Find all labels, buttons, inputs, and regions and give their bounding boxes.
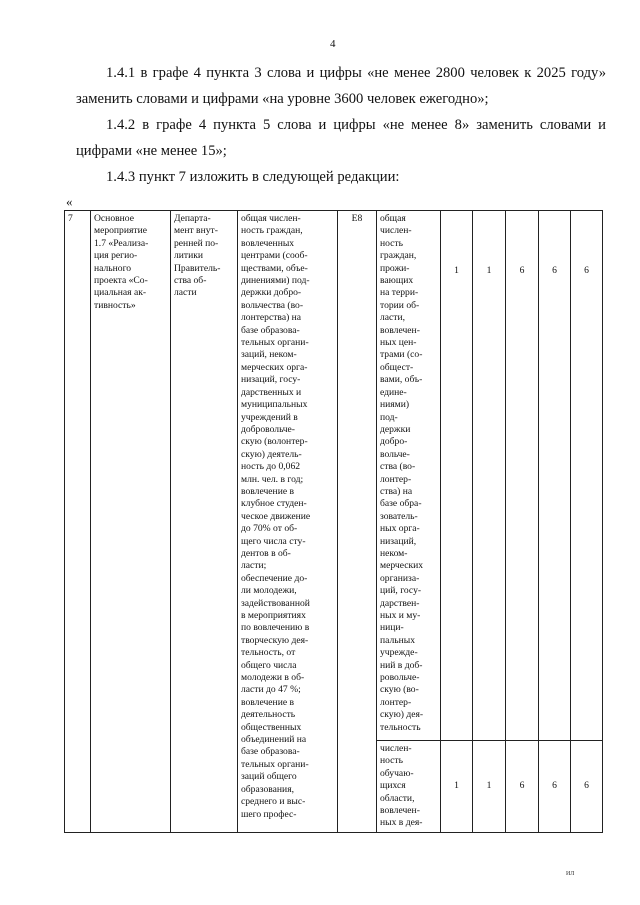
cell-line: 1.7 «Реализа- bbox=[94, 237, 149, 249]
cell-line: ность граждан, bbox=[241, 225, 303, 237]
cell-line: в мероприятиях bbox=[241, 610, 306, 621]
cell-line: ласти; bbox=[241, 560, 267, 572]
value-cell: 6 bbox=[571, 211, 603, 741]
cell-line: нального bbox=[94, 262, 132, 274]
cell-line: дентов в об- bbox=[241, 547, 291, 559]
cell-line: пальных bbox=[380, 634, 416, 646]
cell-line: ства об- bbox=[174, 275, 207, 287]
cell-line: ных орга- bbox=[380, 523, 420, 535]
cell-line: числен- bbox=[380, 743, 412, 754]
cell-line: ласти, bbox=[380, 312, 406, 324]
indicator-cell-1 bbox=[377, 211, 441, 741]
cell-line: до 70% от об- bbox=[241, 523, 298, 535]
cell-line: обеспечение до- bbox=[241, 572, 308, 584]
value-cell: 6 bbox=[571, 741, 603, 833]
cell-line: вовлечен- bbox=[380, 324, 420, 336]
cell-line: ний в доб- bbox=[380, 659, 423, 671]
program-table bbox=[64, 210, 603, 833]
cell-line: ровольче- bbox=[380, 672, 420, 684]
cell-line: ных в дея- bbox=[380, 817, 423, 829]
cell-line: числен- bbox=[380, 225, 412, 237]
cell-line: вовлечение в bbox=[241, 696, 295, 708]
value-cell: 1 bbox=[473, 741, 506, 833]
cell-line: проекта «Со- bbox=[94, 275, 148, 287]
cell-line: Департа- bbox=[174, 213, 211, 224]
cell-line: базе образова- bbox=[241, 746, 300, 758]
cell-line: щего числа сту- bbox=[241, 535, 306, 547]
cell-line: организа- bbox=[380, 572, 420, 584]
cell-line: образования, bbox=[241, 783, 295, 795]
cell-line: центрами (сооб- bbox=[241, 250, 308, 262]
cell-line: держки добро- bbox=[241, 287, 302, 299]
cell-line: мерческих орга- bbox=[241, 361, 308, 373]
cell-line: ность bbox=[380, 237, 403, 249]
cell-line: динениями) под- bbox=[241, 275, 310, 287]
cell-line: низаций, госу- bbox=[241, 374, 301, 386]
executor-cell bbox=[171, 211, 238, 833]
cell-line: скую (во- bbox=[380, 684, 419, 696]
cell-line: добровольче- bbox=[241, 423, 295, 435]
cell-line: мент внут- bbox=[174, 225, 218, 237]
cell-line: мерческих bbox=[380, 560, 424, 572]
cell-line: задействованной bbox=[241, 597, 310, 609]
cell-line: Правитель- bbox=[174, 262, 221, 274]
cell-line: низаций, bbox=[380, 535, 417, 547]
cell-line: ческое движение bbox=[241, 510, 311, 522]
value-cell: 6 bbox=[539, 211, 571, 741]
cell-line: ласти bbox=[174, 287, 197, 299]
cell-line: ных цен- bbox=[380, 337, 417, 349]
page-number: 4 bbox=[330, 38, 336, 50]
paragraph-1-4-1: 1.4.1 в графе 4 пункта 3 слова и цифры «не менее 2800 человек к 2025 году» заменить словами и цифрами «на уровне 3600 человек ежегодно»; bbox=[76, 65, 606, 107]
value-cell: 6 bbox=[506, 741, 539, 833]
cell-line: тельность bbox=[380, 721, 421, 733]
cell-line: заций, неком- bbox=[241, 349, 297, 361]
cell-line: щихся bbox=[380, 780, 406, 792]
paragraph-1-4-2: 1.4.2 в графе 4 пункта 5 слова и цифры «не менее 8» заменить словами и цифрами «не менее 15»; bbox=[76, 117, 606, 159]
paragraph-1-4-3: 1.4.3 пункт 7 изложить в следующей редакции: bbox=[106, 169, 400, 185]
cell-line: под- bbox=[380, 411, 398, 423]
value-cell: 1 bbox=[441, 211, 473, 741]
cell-line: обучаю- bbox=[380, 767, 414, 779]
cell-line: тельных органи- bbox=[241, 337, 309, 349]
cell-line: ность до 0,062 bbox=[241, 461, 301, 473]
cell-line: граждан, bbox=[380, 250, 417, 262]
cell-line: вовлечение в bbox=[241, 485, 295, 497]
cell-line: шего профес- bbox=[241, 808, 297, 820]
value-cell: 6 bbox=[539, 741, 571, 833]
cell-line: скую) деятель- bbox=[241, 448, 302, 460]
opening-quote: « bbox=[66, 194, 73, 209]
cell-line: вольчества (во- bbox=[241, 299, 304, 311]
cell-line: области, bbox=[380, 792, 415, 804]
cell-line: ций, госу- bbox=[380, 585, 422, 597]
cell-line: лонтер- bbox=[380, 696, 412, 708]
cell-line: трами (со- bbox=[380, 349, 423, 361]
cell-line: ства (во- bbox=[380, 461, 416, 473]
cell-line: базе обра- bbox=[380, 498, 422, 510]
cell-line: тельных органи- bbox=[241, 758, 309, 770]
value-cell: 1 bbox=[473, 211, 506, 741]
cell-line: мероприятие bbox=[94, 225, 147, 237]
cell-line: скую) дея- bbox=[380, 709, 424, 721]
cell-line: циальная ак- bbox=[94, 287, 147, 299]
cell-line: литики bbox=[174, 250, 204, 262]
cell-line: тельность, от bbox=[241, 647, 296, 659]
cell-line: лонтер- bbox=[380, 473, 412, 485]
activity-cell bbox=[91, 211, 171, 833]
cell-line: вольче- bbox=[380, 448, 410, 460]
cell-line: заций общего bbox=[241, 771, 297, 783]
cell-line: прожи- bbox=[380, 262, 410, 274]
cell-line: дарствен- bbox=[380, 597, 420, 609]
code-cell: Е8 bbox=[338, 211, 377, 833]
cell-line: тории об- bbox=[380, 299, 420, 311]
cell-line: Основное bbox=[94, 213, 134, 224]
cell-line: млн. чел. в год; bbox=[241, 473, 304, 485]
cell-line: ренней по- bbox=[174, 237, 219, 249]
cell-line: ства) на bbox=[380, 485, 413, 497]
cell-line: клубное студен- bbox=[241, 498, 307, 510]
cell-line: по вовлечению в bbox=[241, 622, 310, 634]
cell-line: объединений на bbox=[241, 734, 307, 746]
row-number-cell: 7 bbox=[65, 211, 91, 833]
cell-line: ласти до 47 %; bbox=[241, 684, 301, 696]
cell-line: ных и му- bbox=[380, 610, 421, 621]
cell-line: вами, объ- bbox=[380, 374, 423, 386]
cell-line: добро- bbox=[380, 436, 408, 448]
cell-line: ществами, объе- bbox=[241, 262, 308, 274]
indicator-cell-2 bbox=[377, 741, 441, 833]
cell-line: общая числен- bbox=[241, 213, 301, 224]
cell-line: учрежде- bbox=[380, 647, 418, 659]
cell-line: тивность» bbox=[94, 299, 136, 311]
value-cell: 1 bbox=[441, 741, 473, 833]
result-cell bbox=[238, 211, 338, 833]
cell-line: ници- bbox=[380, 622, 404, 634]
cell-line: едине- bbox=[380, 386, 407, 398]
cell-line: лонтерства) на bbox=[241, 312, 302, 324]
cell-line: вающих bbox=[380, 275, 414, 287]
cell-line: держки bbox=[380, 423, 411, 435]
cell-line: на терри- bbox=[380, 287, 419, 299]
cell-line: базе образова- bbox=[241, 324, 300, 336]
cell-line: скую (волонтер- bbox=[241, 436, 308, 448]
value-cell: 6 bbox=[506, 211, 539, 741]
cell-line: ли молодежи, bbox=[241, 585, 297, 597]
cell-line: общест- bbox=[380, 361, 414, 373]
cell-line: общего числа bbox=[241, 659, 297, 671]
footer-mark: ил bbox=[566, 868, 575, 877]
cell-line: ность bbox=[380, 755, 403, 767]
cell-line: неком- bbox=[380, 547, 408, 559]
cell-line: молодежи в об- bbox=[241, 672, 305, 684]
cell-line: ниями) bbox=[380, 399, 410, 411]
cell-line: общественных bbox=[241, 721, 302, 733]
cell-line: ция регио- bbox=[94, 250, 138, 262]
cell-line: деятельность bbox=[241, 709, 296, 721]
cell-line: творческую дея- bbox=[241, 634, 309, 646]
cell-line: зователь- bbox=[380, 510, 418, 522]
cell-line: муниципальных bbox=[241, 399, 308, 411]
table-row bbox=[65, 211, 603, 741]
cell-line: общая bbox=[380, 213, 406, 224]
cell-line: среднего и выс- bbox=[241, 796, 306, 808]
cell-line: вовлеченных bbox=[241, 237, 295, 249]
cell-line: дарственных и bbox=[241, 386, 302, 398]
cell-line: вовлечен- bbox=[380, 805, 420, 817]
cell-line: учреждений в bbox=[241, 411, 298, 423]
